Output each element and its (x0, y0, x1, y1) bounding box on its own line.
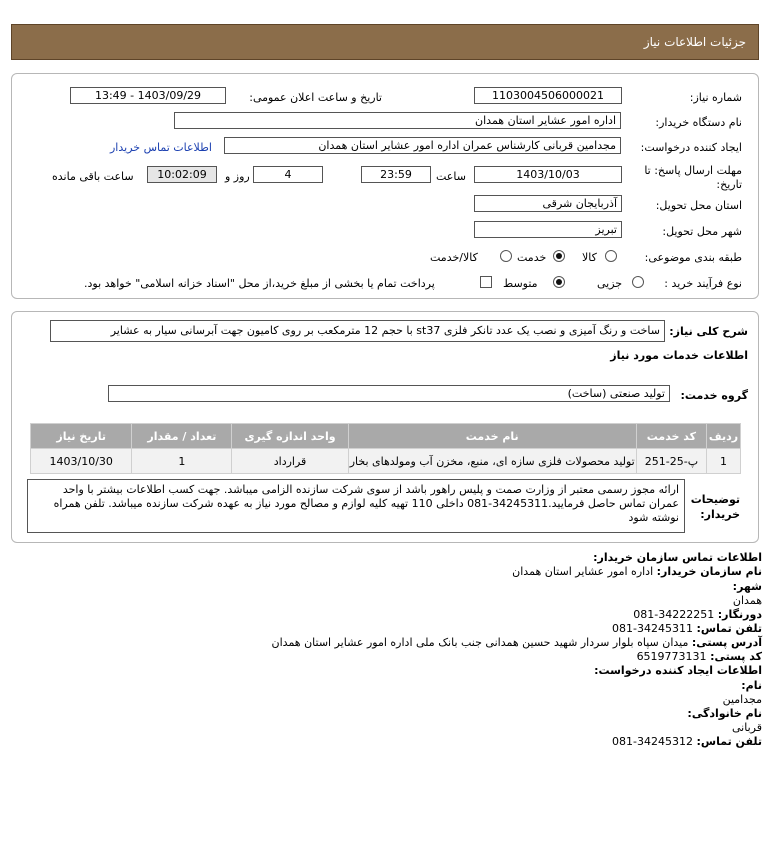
city-label: شهر محل تحویل: (662, 225, 742, 238)
table-row (31, 449, 741, 474)
remaining-label: ساعت باقی مانده (52, 170, 134, 183)
category-radio-service[interactable] (553, 250, 565, 262)
process-option-medium: متوسط (503, 277, 538, 290)
table-cell: 1 (707, 449, 741, 474)
payment-note: پرداخت تمام یا بخشی از مبلغ خرید،از محل "اسناد خزانه اسلامی" خواهد بود. (84, 277, 435, 290)
announce-label: تاریخ و ساعت اعلان عمومی: (249, 91, 382, 104)
process-option-minor: جزیی (597, 277, 623, 290)
description-label: شرح کلی نیاز: (669, 325, 748, 338)
creator-label: ایجاد کننده درخواست: (640, 141, 742, 154)
service-group-label: گروه خدمت: (680, 389, 748, 402)
need-number-label: شماره نیاز: (689, 91, 742, 104)
category-option-service: خدمت (517, 251, 547, 264)
category-radio-goods[interactable] (605, 250, 617, 262)
category-option-goods-service: کالا/خدمت (430, 251, 478, 264)
process-radio-medium[interactable] (553, 276, 565, 288)
column-header: تعداد / مقدار (132, 424, 232, 449)
need-number-field: 1103004506000021 (474, 87, 622, 104)
creator-family-value: قربانی (732, 721, 762, 734)
contact-city: شهر: (732, 580, 762, 593)
process-label: نوع فرآیند خرید : (664, 277, 742, 290)
description-field: ساخت و رنگ آمیزی و نصب یک عدد تانکر فلزی st37 با حجم 12 مترمکعب بر روی کامیون جهت آبرسانی سیار به عشایر (50, 320, 665, 342)
deadline-label-date: تاریخ: (716, 178, 742, 191)
column-header: نام خدمت (348, 424, 636, 449)
table-cell: تولید محصولات فلزی سازه ای، منبع، مخزن آب ومولدهای بخار (348, 449, 636, 474)
buyer-contact-link[interactable]: اطلاعات تماس خریدار (110, 141, 212, 154)
contact-city-value: همدان (732, 594, 762, 607)
contact-phone: تلفن تماس: 34245311-081 (612, 622, 762, 635)
need-info-panel (11, 73, 759, 299)
days-field: 4 (253, 166, 323, 183)
province-label: استان محل تحویل: (655, 199, 742, 212)
payment-checkbox[interactable] (480, 276, 492, 288)
buyer-notes: ارائه مجوز رسمی معتبر از وزارت صمت و پلیس راهور باشد از سوی شرکت سازنده الزامی میباشد. جهت کسب اطلاعات بیشتر با واحد عمران تماس حاصل فرمایید.34245311-081 داخلی 110 تهیه کلیه لوازم و مصالح مورد نیاز به عهده شرکت سازنده میباشد. تلفن همراه نوشته شود (27, 479, 685, 533)
column-header: ردیف (707, 424, 741, 449)
service-group-field: تولید صنعتی (ساخت) (108, 385, 670, 402)
deadline-time-label: ساعت (436, 170, 466, 183)
contact-org: نام سازمان خریدار: اداره امور عشایر استان همدان (512, 565, 762, 578)
contact-address: آدرس پستی: میدان سپاه بلوار سردار شهید حسین همدانی جنب بانک ملی اداره امور عشایر استان همدان (271, 636, 762, 649)
creator-name: نام: (741, 679, 762, 692)
column-header: واحد اندازه گیری (232, 424, 348, 449)
announce-field: 1403/09/29 - 13:49 (70, 87, 226, 104)
deadline-date-field: 1403/10/03 (474, 166, 622, 183)
notes-label-buyer: خریدار: (700, 508, 740, 521)
category-label: طبقه بندی موضوعی: (644, 251, 742, 264)
services-table (30, 423, 741, 474)
days-label: روز و (225, 170, 250, 183)
creator-field: مجدامین قربانی کارشناس عمران اداره امور عشایر استان همدان (224, 137, 621, 154)
category-option-goods: کالا (582, 251, 597, 264)
creator-phone: تلفن تماس: 34245312-081 (612, 735, 762, 748)
page-header (11, 24, 759, 60)
province-field: آذربایجان شرقی (474, 195, 622, 212)
remaining-time-field: 10:02:09 (147, 166, 217, 183)
table-cell: قرارداد (232, 449, 348, 474)
table-header-row (31, 424, 741, 449)
creator-name-value: مجدامین (722, 693, 762, 706)
column-header: کد خدمت (636, 424, 706, 449)
buyer-label: نام دستگاه خریدار: (655, 116, 742, 129)
creator-title: اطلاعات ایجاد کننده درخواست: (594, 664, 762, 677)
process-radio-minor[interactable] (632, 276, 644, 288)
table-cell: 1 (132, 449, 232, 474)
creator-family: نام خانوادگی: (687, 707, 762, 720)
table-cell: 1403/10/30 (31, 449, 132, 474)
contact-title: اطلاعات تماس سازمان خریدار: (593, 551, 762, 564)
contact-fax: دورنگار: 34222251-081 (633, 608, 762, 621)
category-radio-goods-service[interactable] (500, 250, 512, 262)
buyer-field: اداره امور عشایر استان همدان (174, 112, 621, 129)
column-header: تاریخ نیاز (31, 424, 132, 449)
page-title: جزئیات اطلاعات نیاز (643, 35, 746, 49)
deadline-label: مهلت ارسال پاسخ: تا (644, 164, 742, 177)
deadline-time-field: 23:59 (361, 166, 431, 183)
contact-postal: کد پستی: 6519773131 (636, 650, 762, 663)
services-title: اطلاعات خدمات مورد نیاز (610, 349, 748, 362)
table-cell: پ-25-251 (636, 449, 706, 474)
city-field: تبریز (474, 221, 622, 238)
notes-label: توضیحات (690, 493, 740, 506)
